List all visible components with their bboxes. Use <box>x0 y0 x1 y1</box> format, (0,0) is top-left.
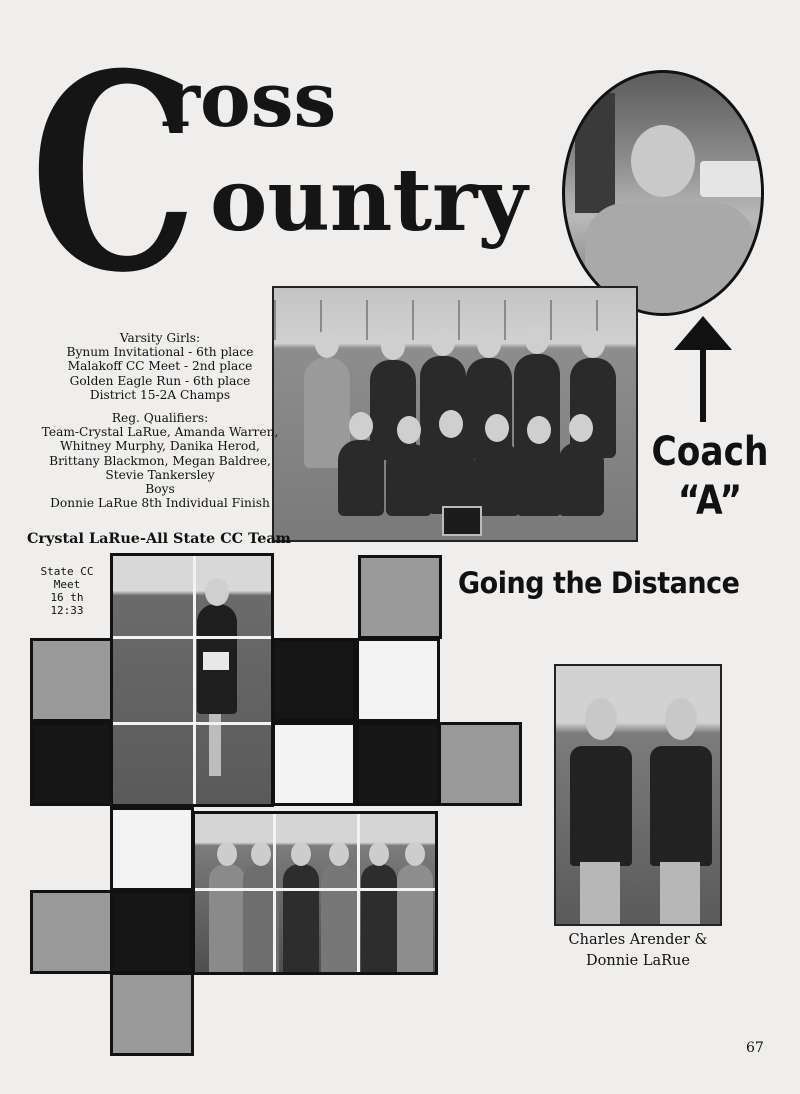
coach-photo <box>562 70 764 316</box>
title-line-2: ountry <box>210 150 528 251</box>
results-line: District 15-2A Champs <box>89 387 231 402</box>
boys-photo-caption <box>540 930 736 972</box>
page-number: 67 <box>746 1040 764 1056</box>
state-meet-line: 12:33 <box>50 604 84 617</box>
arrow-up-icon <box>674 316 732 350</box>
team-photo <box>272 286 638 542</box>
boys-photo <box>554 664 722 926</box>
caption-line: Donnie LaRue <box>586 953 690 969</box>
qualifiers-line: Reg. Qualifiers: <box>111 411 209 426</box>
group-photo <box>192 811 438 975</box>
mosaic-tile <box>110 807 194 891</box>
season-results <box>26 331 294 510</box>
qualifiers-line: Donnie LaRue 8th Individual Finish <box>50 496 270 511</box>
qualifiers-line: Boys <box>145 482 175 497</box>
qualifiers-line: Stevie Tankersley <box>105 467 215 482</box>
arrow-stem <box>700 346 706 422</box>
state-meet-line: 16 th <box>50 591 84 604</box>
qualifiers-line: Whitney Murphy, Danika Herod, <box>60 439 260 454</box>
mosaic-tile <box>110 972 194 1056</box>
going-the-distance-heading: Going the Distance <box>458 566 740 600</box>
coach-label <box>650 428 770 526</box>
state-meet-line: State CC Meet <box>40 565 94 591</box>
coach-label-line-2: “A” <box>677 477 743 524</box>
qualifiers-line: Team-Crystal LaRue, Amanda Warren, <box>41 425 279 440</box>
all-state-heading: Crystal LaRue-All State CC Team <box>27 530 291 547</box>
results-line: Malakoff CC Meet - 2nd place <box>67 359 253 374</box>
runner-photo <box>110 553 274 807</box>
mosaic-tile <box>438 722 522 806</box>
mosaic-tile <box>30 890 114 974</box>
mosaic-tile <box>30 638 114 722</box>
mosaic-tile <box>272 722 356 806</box>
mosaic-tile <box>272 638 356 722</box>
mosaic-tile <box>358 555 442 639</box>
qualifiers-line: Brittany Blackmon, Megan Baldree, <box>49 453 271 468</box>
state-meet-note <box>24 565 110 617</box>
results-line: Varsity Girls: <box>119 331 201 345</box>
mosaic-tile <box>356 722 440 806</box>
mosaic-tile <box>30 722 114 806</box>
title-line-1: ross <box>160 55 337 144</box>
mosaic-tile <box>110 890 194 974</box>
title-initial-c: C <box>30 14 190 332</box>
coach-label-line-1: Coach <box>651 429 769 475</box>
mosaic-tile <box>356 638 440 722</box>
results-line: Golden Eagle Run - 6th place <box>69 373 251 388</box>
results-line: Bynum Invitational - 6th place <box>66 345 254 360</box>
caption-line: Charles Arender & <box>568 932 708 948</box>
